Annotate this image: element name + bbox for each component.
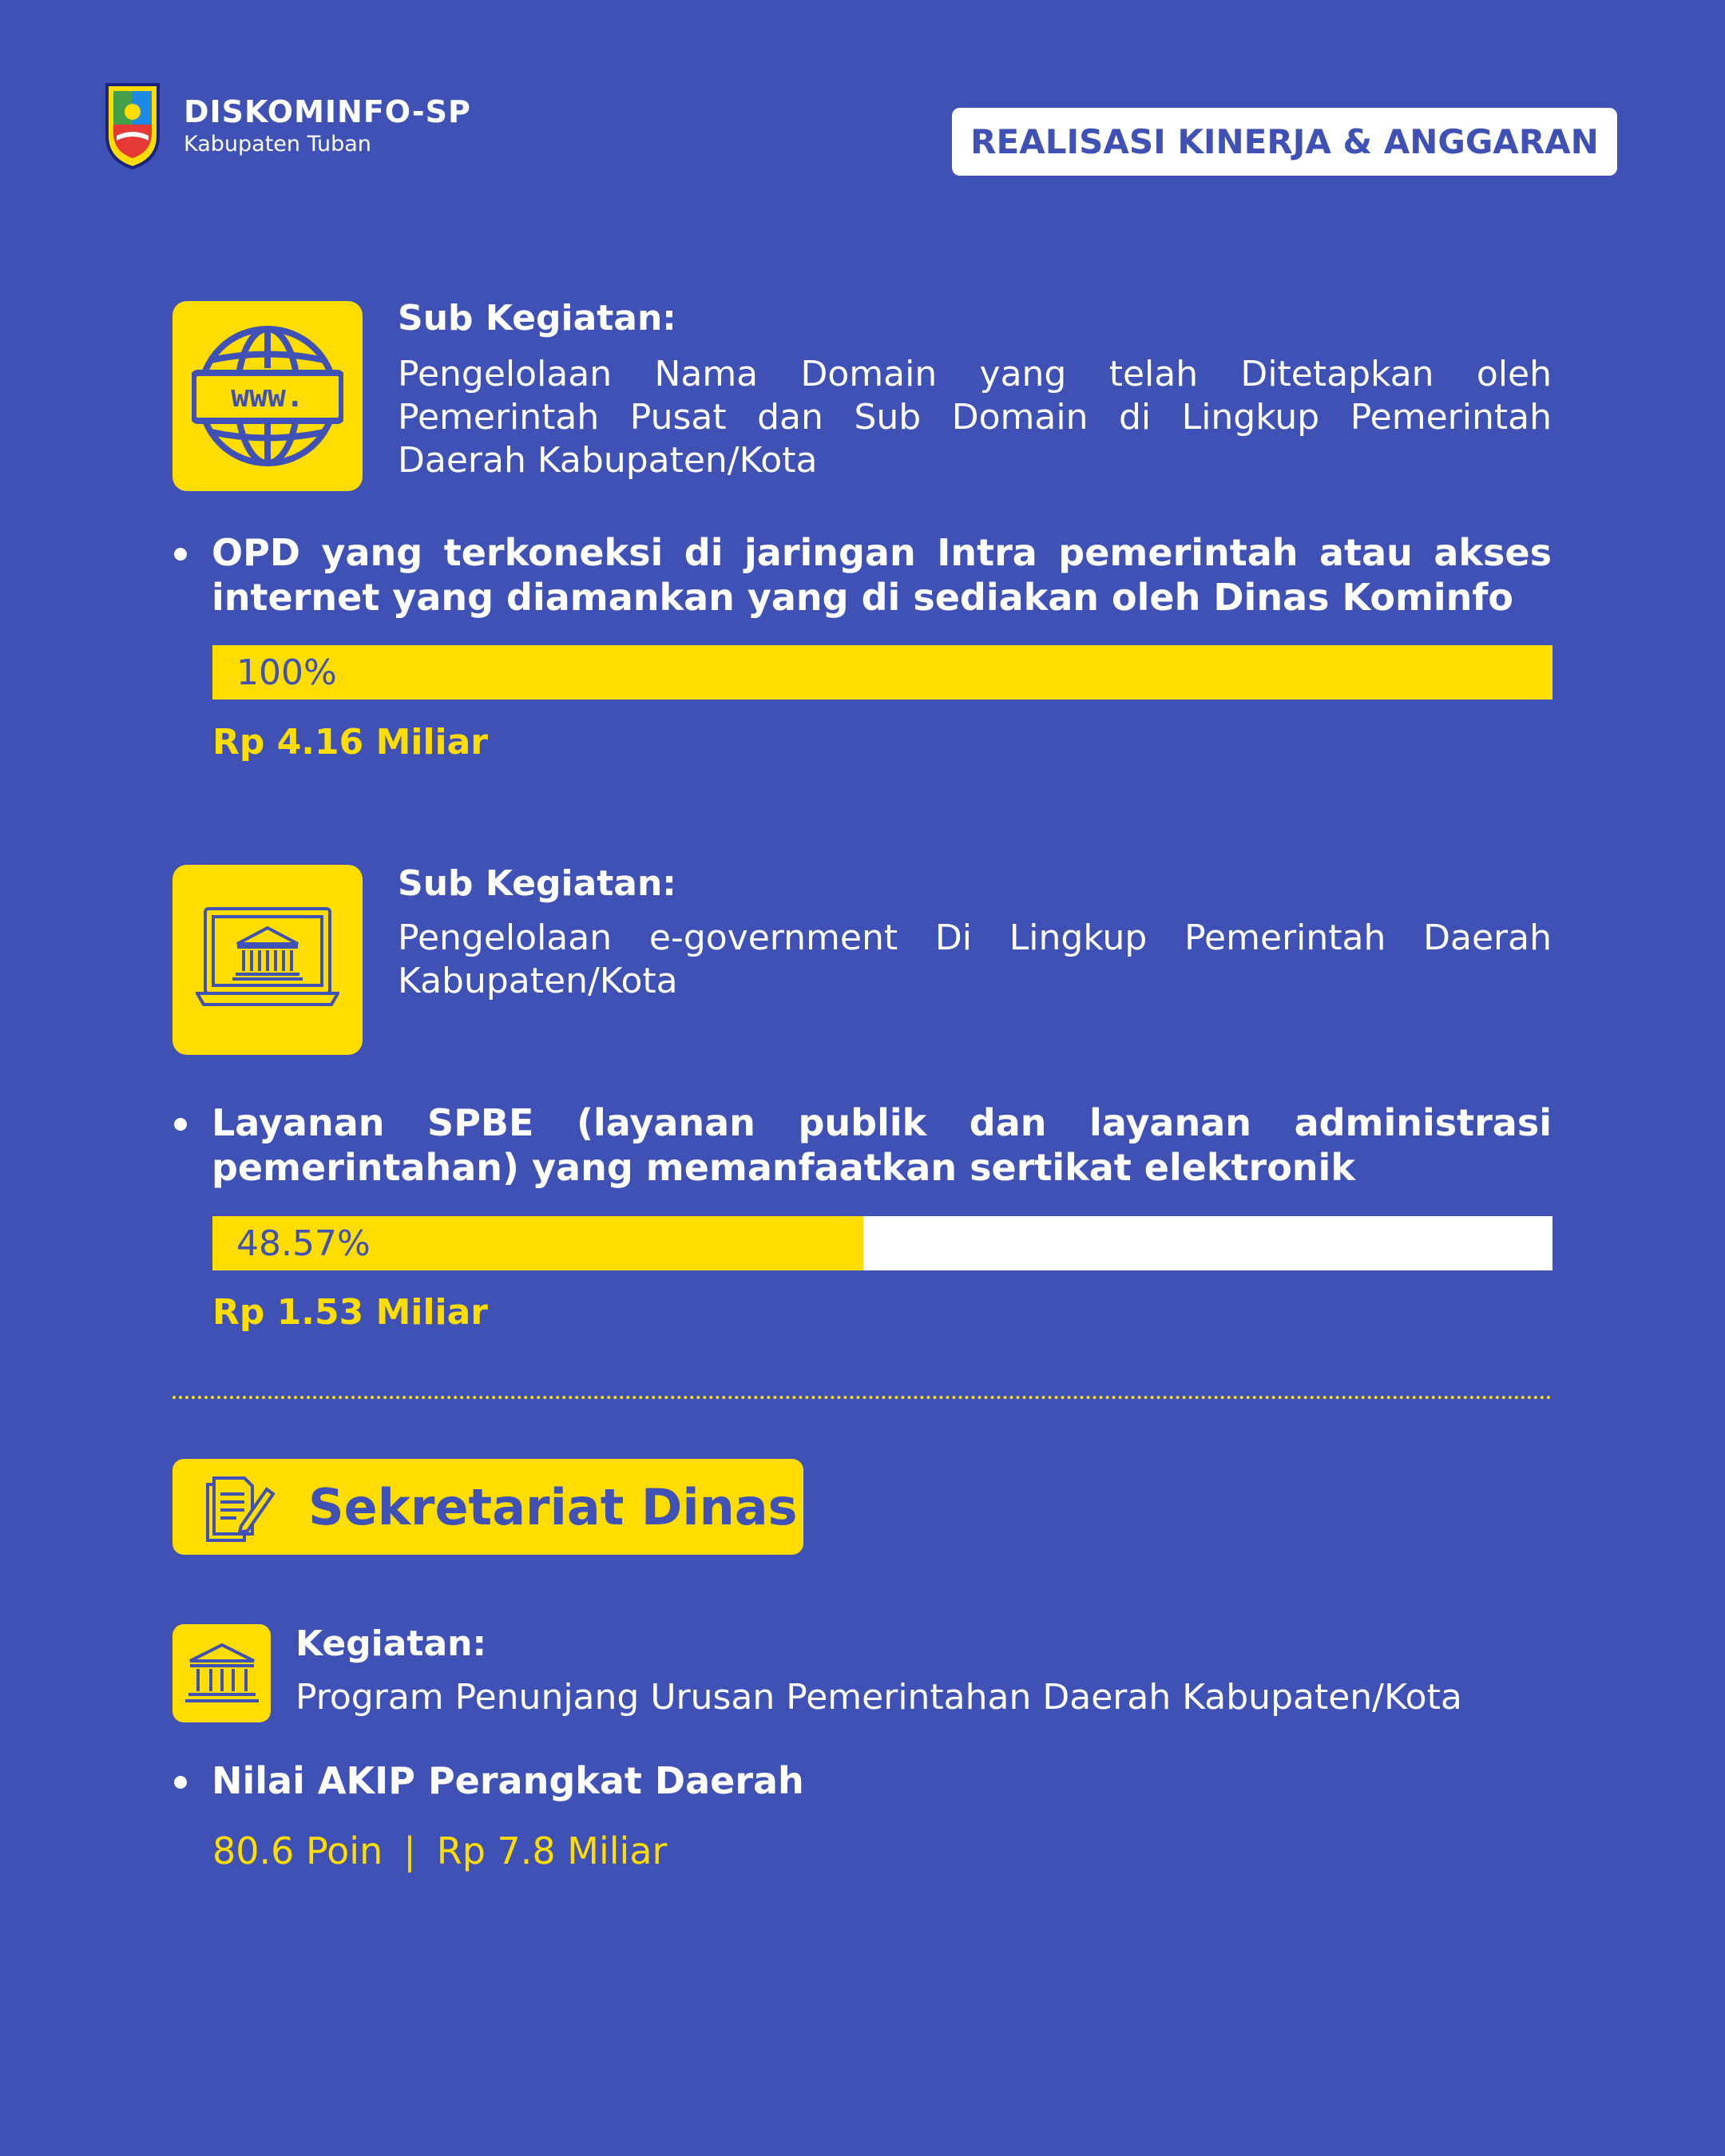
bullet-icon [174, 1118, 187, 1131]
sub-kegiatan-description: Pengelolaan e-government Di Lingkup Pemerintah Daerah Kabupaten/Kota [398, 917, 1552, 1001]
regency-shield-logo [104, 80, 161, 169]
brand-subtitle: Kabupaten Tuban [184, 132, 371, 157]
header-badge: REALISASI KINERJA & ANGGARAN [952, 108, 1617, 176]
section-header [172, 1459, 803, 1555]
kegiatan-label: Kegiatan: [295, 1623, 487, 1664]
sub-kegiatan-description: Pengelolaan Nama Domain yang telah Ditetapkan oleh Pemerintah Pusat dan Sub Domain di Lingkup Pemerintah Daerah Kabupaten/Kota [398, 354, 1552, 481]
www-globe-icon [172, 301, 363, 491]
svg-text:www.: www. [231, 378, 304, 414]
indicator-text: Nilai AKIP Perangkat Daerah [212, 1759, 804, 1802]
brand-name: DISKOMINFO-SP [184, 94, 471, 129]
progress-label: 48.57% [236, 1223, 371, 1264]
kegiatan-description: Program Penunjang Urusan Pemerintahan Daerah Kabupaten/Kota [295, 1677, 1462, 1718]
score-budget-line [212, 1829, 667, 1873]
section-title: Sekretariat Dinas [308, 1477, 798, 1536]
budget-amount: Rp 1.53 Miliar [212, 1292, 488, 1333]
dotted-divider [172, 1396, 1552, 1399]
budget-amount: Rp 4.16 Miliar [212, 722, 488, 763]
document-pen-icon [203, 1473, 276, 1544]
bullet-icon [174, 548, 187, 561]
progress-bar [212, 645, 1552, 700]
progress-bar [212, 1216, 1552, 1270]
bullet-icon [174, 1776, 187, 1789]
budget-amount: Rp 7.8 Miliar [436, 1829, 668, 1873]
indicator-text: Layanan SPBE (layanan publik dan layanan administrasi pemerintahan) yang memanfaatkan sertikat elektronik [212, 1101, 1552, 1189]
akip-score: 80.6 Poin [212, 1829, 383, 1873]
sub-kegiatan-label: Sub Kegiatan: [398, 863, 676, 904]
separator: | [403, 1829, 416, 1873]
indicator-text: OPD yang terkoneksi di jaringan Intra pemerintah atau akses internet yang diamankan yang di sediakan oleh Dinas Kominfo [212, 531, 1552, 619]
laptop-government-icon [172, 865, 363, 1055]
progress-label: 100% [236, 652, 337, 693]
sub-kegiatan-label: Sub Kegiatan: [398, 298, 676, 339]
government-building-icon [172, 1624, 271, 1722]
progress-fill [212, 645, 1552, 700]
